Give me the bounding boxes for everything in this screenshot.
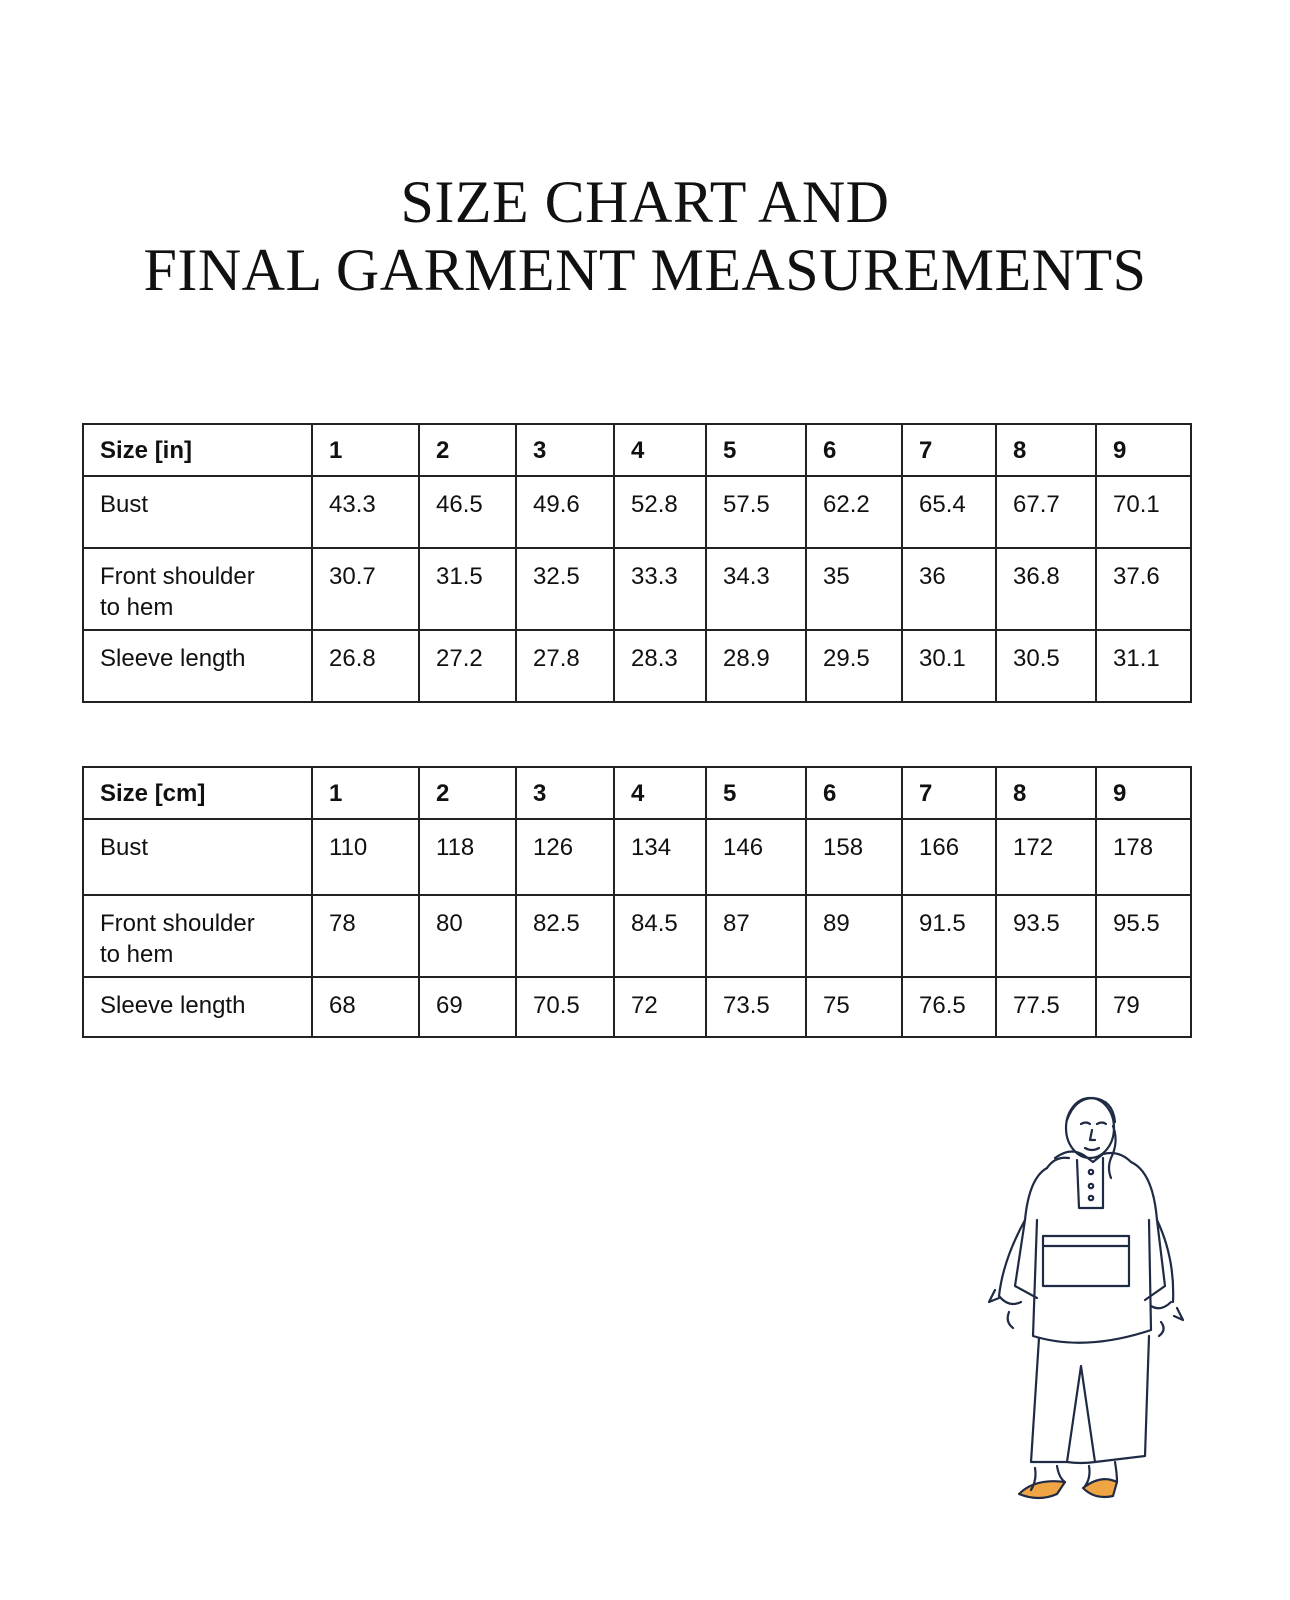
table-row-bust <box>83 819 1191 895</box>
row-label: Bust <box>83 819 312 895</box>
table-cell: 36 <box>902 548 996 630</box>
table-row-sleeve-length <box>83 977 1191 1037</box>
size-number: 8 <box>996 767 1096 819</box>
size-number: 7 <box>902 424 996 476</box>
size-number: 2 <box>419 424 516 476</box>
table-cell: 95.5 <box>1096 895 1191 977</box>
size-number: 5 <box>706 767 806 819</box>
table-cell: 49.6 <box>516 476 614 548</box>
size-number: 7 <box>902 767 996 819</box>
row-label <box>83 548 312 630</box>
table-cell: 28.3 <box>614 630 706 702</box>
table-cell: 35 <box>806 548 902 630</box>
table-cell: 52.8 <box>614 476 706 548</box>
table-cell: 80 <box>419 895 516 977</box>
table-cell: 91.5 <box>902 895 996 977</box>
row-label-line: Front shoulder <box>100 563 255 590</box>
row-label-line: to hem <box>100 941 174 968</box>
size-number: 8 <box>996 424 1096 476</box>
table-cell: 46.5 <box>419 476 516 548</box>
row-label-line: to hem <box>100 594 174 621</box>
size-number: 4 <box>614 767 706 819</box>
table-cell: 87 <box>706 895 806 977</box>
size-number: 3 <box>516 767 614 819</box>
table-cell: 70.1 <box>1096 476 1191 548</box>
table-cell: 166 <box>902 819 996 895</box>
table-cell: 67.7 <box>996 476 1096 548</box>
table-cell: 158 <box>806 819 902 895</box>
size-number: 6 <box>806 767 902 819</box>
table-header-row <box>83 424 1191 476</box>
table-cell: 30.5 <box>996 630 1096 702</box>
row-label: Sleeve length <box>83 630 312 702</box>
table-cell: 72 <box>614 977 706 1037</box>
table-cell: 43.3 <box>312 476 419 548</box>
table-cell: 68 <box>312 977 419 1037</box>
row-label: Bust <box>83 476 312 548</box>
table-cell: 82.5 <box>516 895 614 977</box>
table-cell: 57.5 <box>706 476 806 548</box>
table-row-bust <box>83 476 1191 548</box>
table-cell: 29.5 <box>806 630 902 702</box>
table-cell: 33.3 <box>614 548 706 630</box>
figure-in-anorak-illustration <box>985 1090 1185 1520</box>
table-cell: 134 <box>614 819 706 895</box>
table-cell: 172 <box>996 819 1096 895</box>
table-cell: 76.5 <box>902 977 996 1037</box>
table-cell: 79 <box>1096 977 1191 1037</box>
table-cell: 32.5 <box>516 548 614 630</box>
size-number: 9 <box>1096 767 1191 819</box>
table-cell: 27.2 <box>419 630 516 702</box>
table-cell: 89 <box>806 895 902 977</box>
table-cell: 28.9 <box>706 630 806 702</box>
table-cell: 31.5 <box>419 548 516 630</box>
row-label: Sleeve length <box>83 977 312 1037</box>
page-title <box>0 168 1290 304</box>
table-cell: 78 <box>312 895 419 977</box>
table-cell: 93.5 <box>996 895 1096 977</box>
table-cell: 75 <box>806 977 902 1037</box>
size-number: 1 <box>312 767 419 819</box>
size-number: 2 <box>419 767 516 819</box>
table-cell: 62.2 <box>806 476 902 548</box>
size-table-centimeters <box>82 766 1192 1038</box>
row-label-line: Front shoulder <box>100 910 255 937</box>
table-cell: 69 <box>419 977 516 1037</box>
table-row-front-shoulder <box>83 548 1191 630</box>
table-cell: 77.5 <box>996 977 1096 1037</box>
size-number: 6 <box>806 424 902 476</box>
size-number: 1 <box>312 424 419 476</box>
size-number: 3 <box>516 424 614 476</box>
table-cell: 70.5 <box>516 977 614 1037</box>
table-cell: 27.8 <box>516 630 614 702</box>
table-cell: 34.3 <box>706 548 806 630</box>
size-table-inches <box>82 423 1192 703</box>
table-cell: 65.4 <box>902 476 996 548</box>
size-number: 5 <box>706 424 806 476</box>
table-cell: 37.6 <box>1096 548 1191 630</box>
table-cell: 30.1 <box>902 630 996 702</box>
table-cell: 30.7 <box>312 548 419 630</box>
table-cell: 126 <box>516 819 614 895</box>
table-cell: 73.5 <box>706 977 806 1037</box>
table-cell: 146 <box>706 819 806 895</box>
table-row-sleeve-length <box>83 630 1191 702</box>
size-number: 4 <box>614 424 706 476</box>
row-label <box>83 895 312 977</box>
table-cell: 84.5 <box>614 895 706 977</box>
table-cell: 26.8 <box>312 630 419 702</box>
table-cell: 110 <box>312 819 419 895</box>
size-header-cell: Size [cm] <box>83 767 312 819</box>
title-line-2: FINAL GARMENT MEASUREMENTS <box>143 237 1147 303</box>
title-line-1: SIZE CHART AND <box>400 169 890 235</box>
table-cell: 118 <box>419 819 516 895</box>
table-cell: 36.8 <box>996 548 1096 630</box>
table-cell: 178 <box>1096 819 1191 895</box>
table-row-front-shoulder <box>83 895 1191 977</box>
size-number: 9 <box>1096 424 1191 476</box>
size-header-cell: Size [in] <box>83 424 312 476</box>
table-header-row <box>83 767 1191 819</box>
table-cell: 31.1 <box>1096 630 1191 702</box>
